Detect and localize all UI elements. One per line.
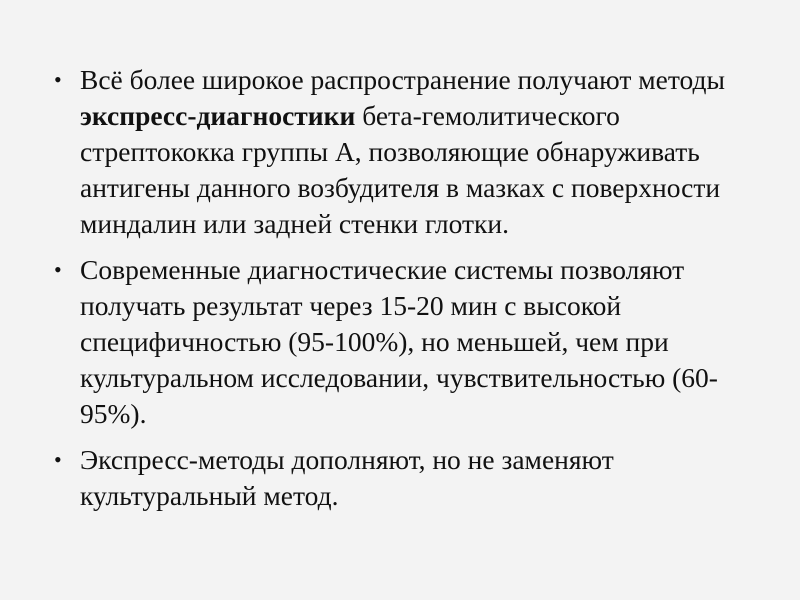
bullet-list [54, 62, 760, 514]
bullet-dot-icon: • [54, 447, 62, 472]
bullet-text [80, 64, 725, 239]
bullet-item-express-methods [54, 442, 760, 514]
bullet-text: Экспресс-методы дополняют, но не заменяют культуральный метод. [80, 444, 614, 511]
bullet-text-end: бета-гемолитического стрептококка группы А, позволяющие обнаруживать антигены данного возбудителя в мазках с поверхности миндалин или задней стенки глотки. [80, 100, 721, 239]
bullet-dot-icon: • [54, 67, 62, 92]
bullet-dot-icon: • [54, 257, 62, 282]
bullet-text: Современные диагностические системы позволяют получать результат через 15-20 мин с высокой специфичностью (95-100%), но меньшей, чем при культуральном исследовании, чувствительностью (60-95%). [80, 254, 718, 429]
bullet-text-bold: экспресс-диагностики [80, 100, 356, 131]
bullet-text-start: Всё более широкое распространение получают методы [80, 64, 725, 95]
bullet-item-express-diagnostics [54, 62, 760, 242]
bullet-item-modern-systems [54, 252, 760, 432]
